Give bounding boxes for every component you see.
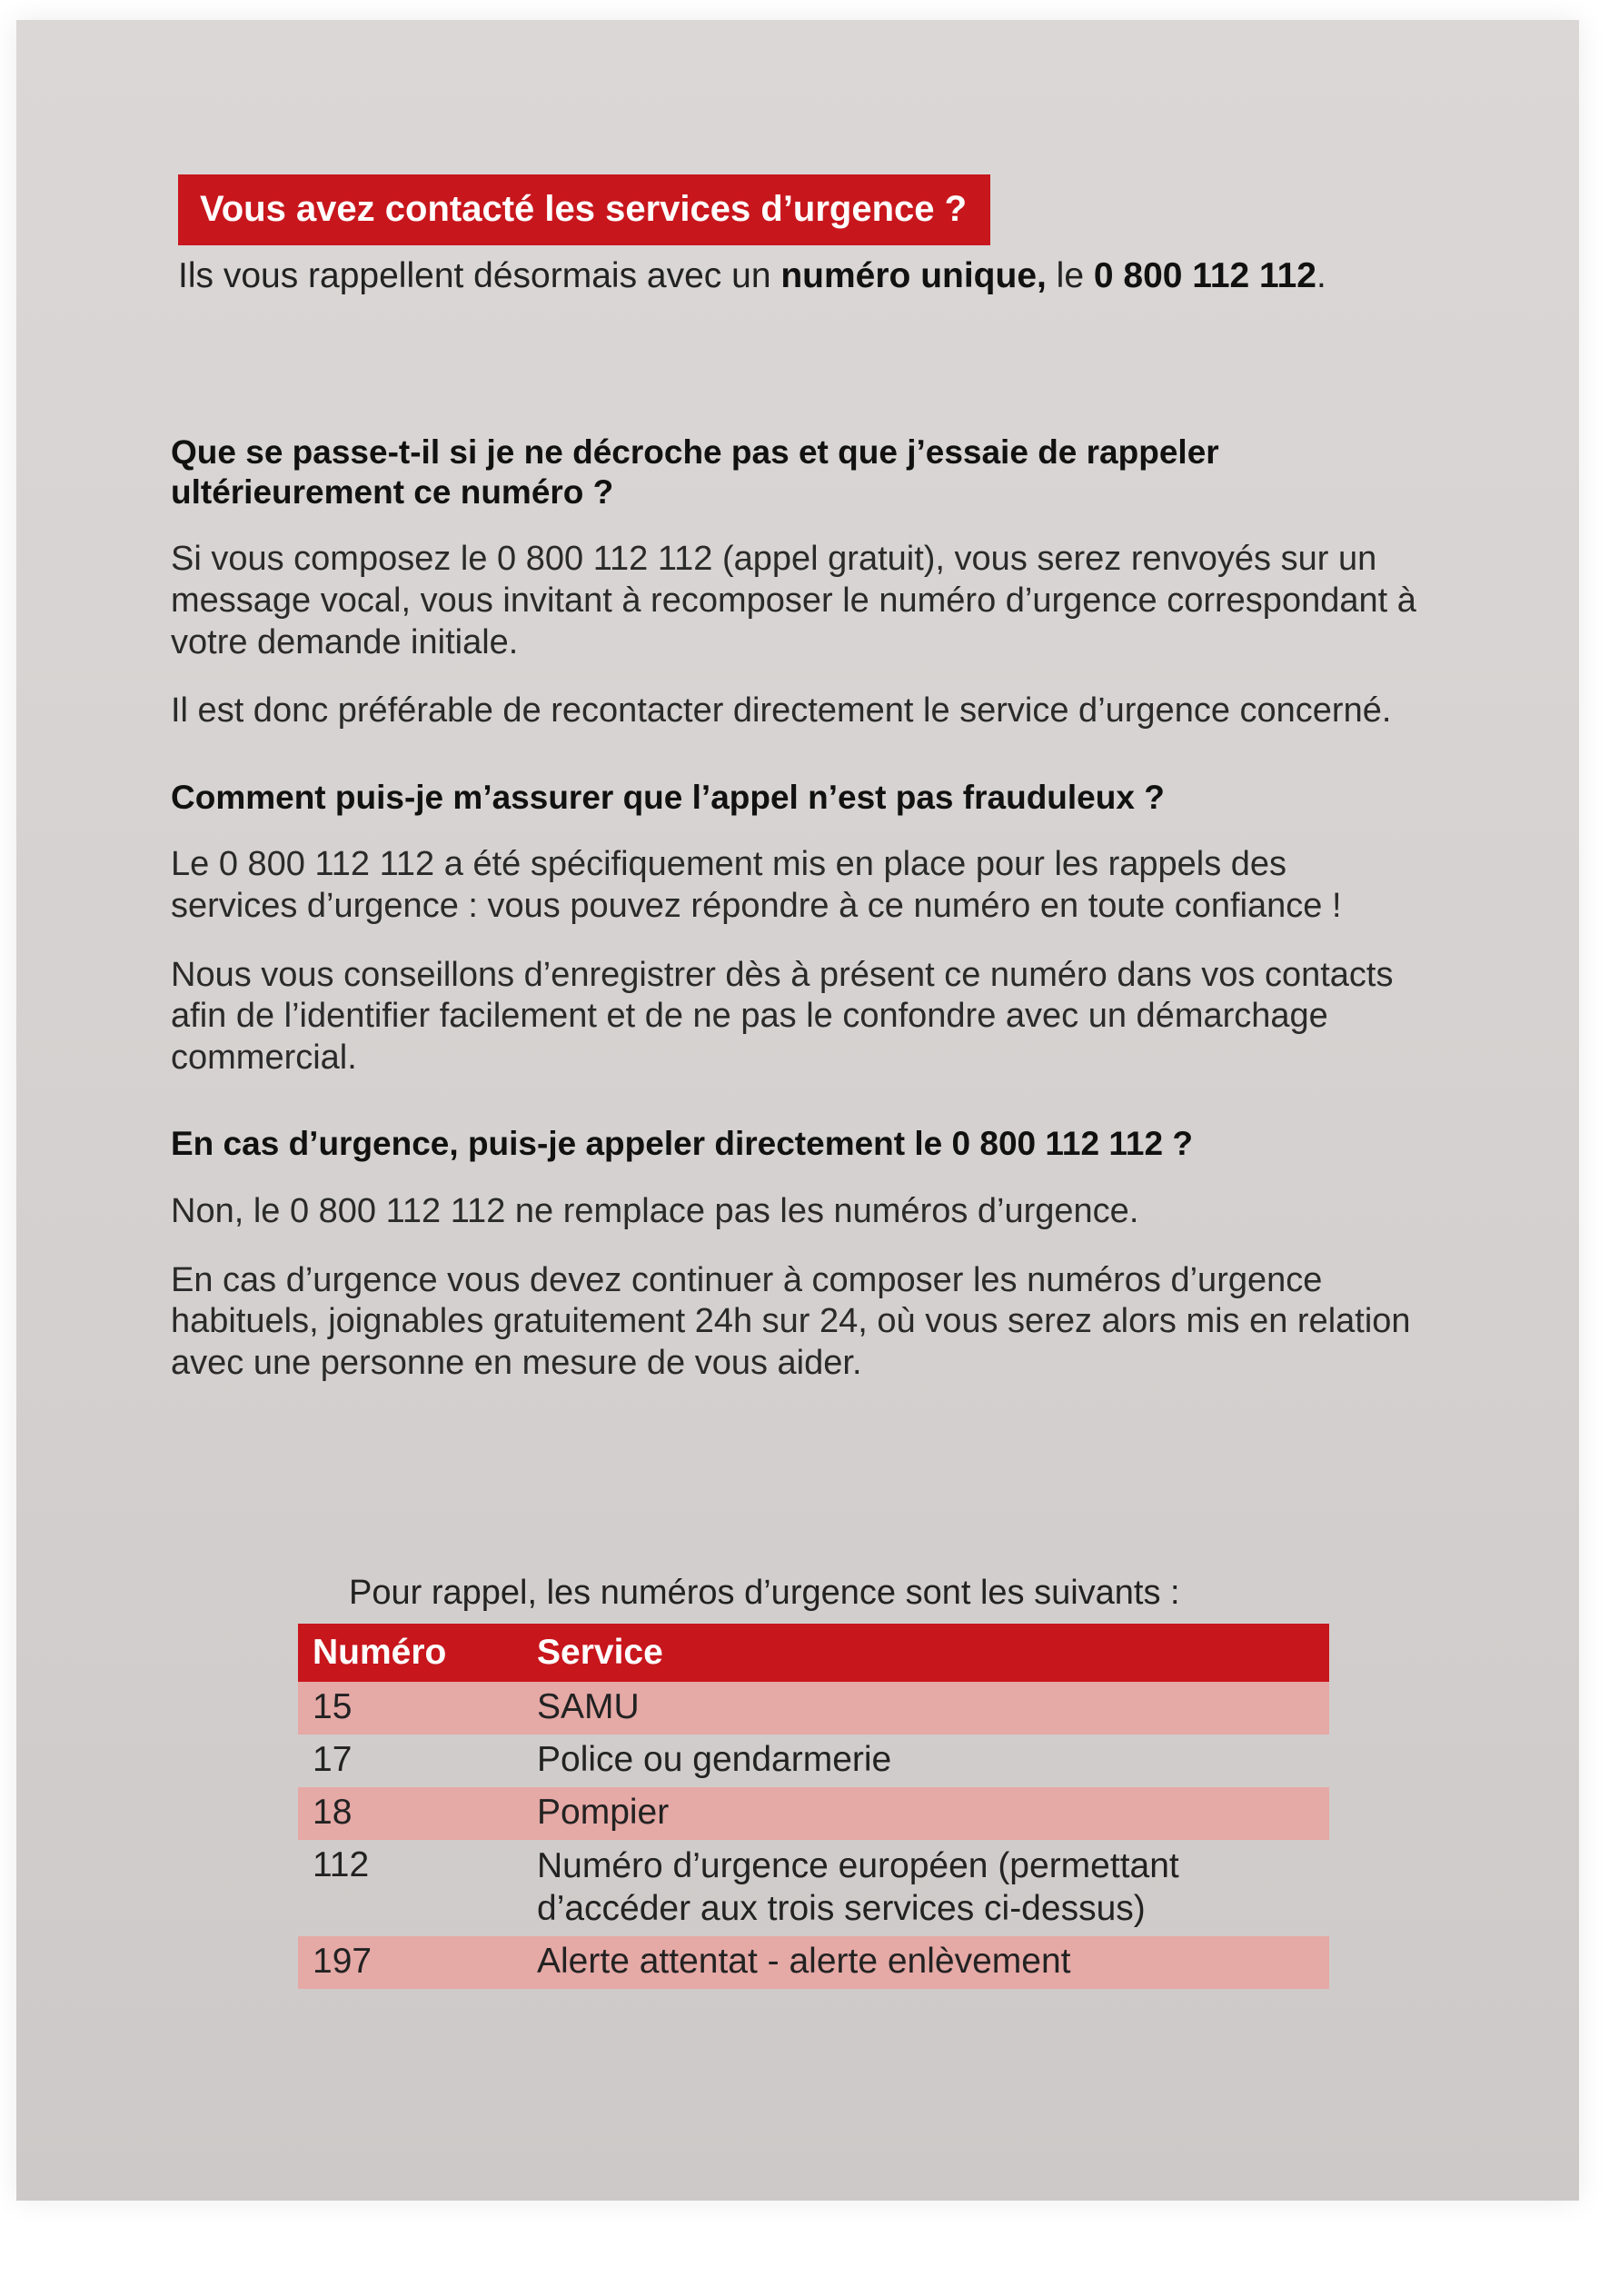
row-number: 112 [313,1845,370,1884]
answer-2-paragraph-1: Le 0 800 112 112 a été spécifiquement mis en place pour les rappels des services d’urgence : vous pouvez répondre à ce numéro en toute confiance ! [171,845,1342,925]
table-row [298,1787,1329,1840]
row-service: Police ou gendarmerie [537,1740,892,1779]
header-banner: Vous avez contacté les services d’urgence ? [178,174,990,245]
question-3: En cas d’urgence, puis-je appeler directement le 0 800 112 112 ? [171,1125,1193,1163]
answer-3-paragraph-1: Non, le 0 800 112 112 ne remplace pas les numéros d’urgence. [171,1191,1139,1230]
row-service: Alerte attentat - alerte enlèvement [522,1936,1329,1989]
row-number: 197 [298,1936,522,1989]
paper-sheet [16,20,1579,2201]
emergency-numbers-table [298,1624,1329,1989]
table-caption: Pour rappel, les numéros d’urgence sont les suivants : [349,1574,1180,1612]
answer-2-paragraph-2: Nous vous conseillons d’enregistrer dès à présent ce numéro dans vos contacts afin de l’identifier facilement et de ne pas le confondre avec un démarchage commercial. [171,955,1394,1077]
row-number: 17 [313,1740,353,1779]
emergency-numbers-table-block [298,1574,1334,1989]
table-row [298,1682,1329,1734]
answer-1-paragraph-1: Si vous composez le 0 800 112 112 (appel gratuit), vous serez renvoyés sur un message vocal, vous invitant à recomposer le numéro d’urgence correspondant à votre demande initiale. [171,540,1416,661]
answer-3-paragraph-2: En cas d’urgence vous devez continuer à composer les numéros d’urgence habituels, joignables gratuitement 24h sur 24, où vous serez alors mis en relation avec une personne en mesure de vous aider. [171,1260,1411,1382]
table-row [298,1840,1329,1936]
header-service: Service [522,1624,1329,1682]
table-header-row [298,1624,1329,1682]
row-number: 18 [298,1787,522,1840]
question-1: Que se passe-t-il si je ne décroche pas et que j’essaie de rappeler ultérieurement ce numéro ? [171,433,1219,511]
document-content [171,174,1443,1384]
question-2: Comment puis-je m’assurer que l’appel n’est pas frauduleux ? [171,778,1165,816]
header-numero: Numéro [298,1624,522,1682]
row-service: SAMU [522,1682,1329,1734]
answer-1-paragraph-2: Il est donc préférable de recontacter directement le service d’urgence concerné. [171,691,1392,731]
row-service: Numéro d’urgence européen (permettant d’accéder aux trois services ci-dessus) [537,1846,1179,1928]
intro-text: Ils vous rappellent désormais avec un numéro unique, le 0 800 112 112. [178,256,1326,295]
row-service: Pompier [522,1787,1329,1840]
row-number: 15 [298,1682,522,1734]
table-row [298,1936,1329,1989]
table-row [298,1734,1329,1787]
